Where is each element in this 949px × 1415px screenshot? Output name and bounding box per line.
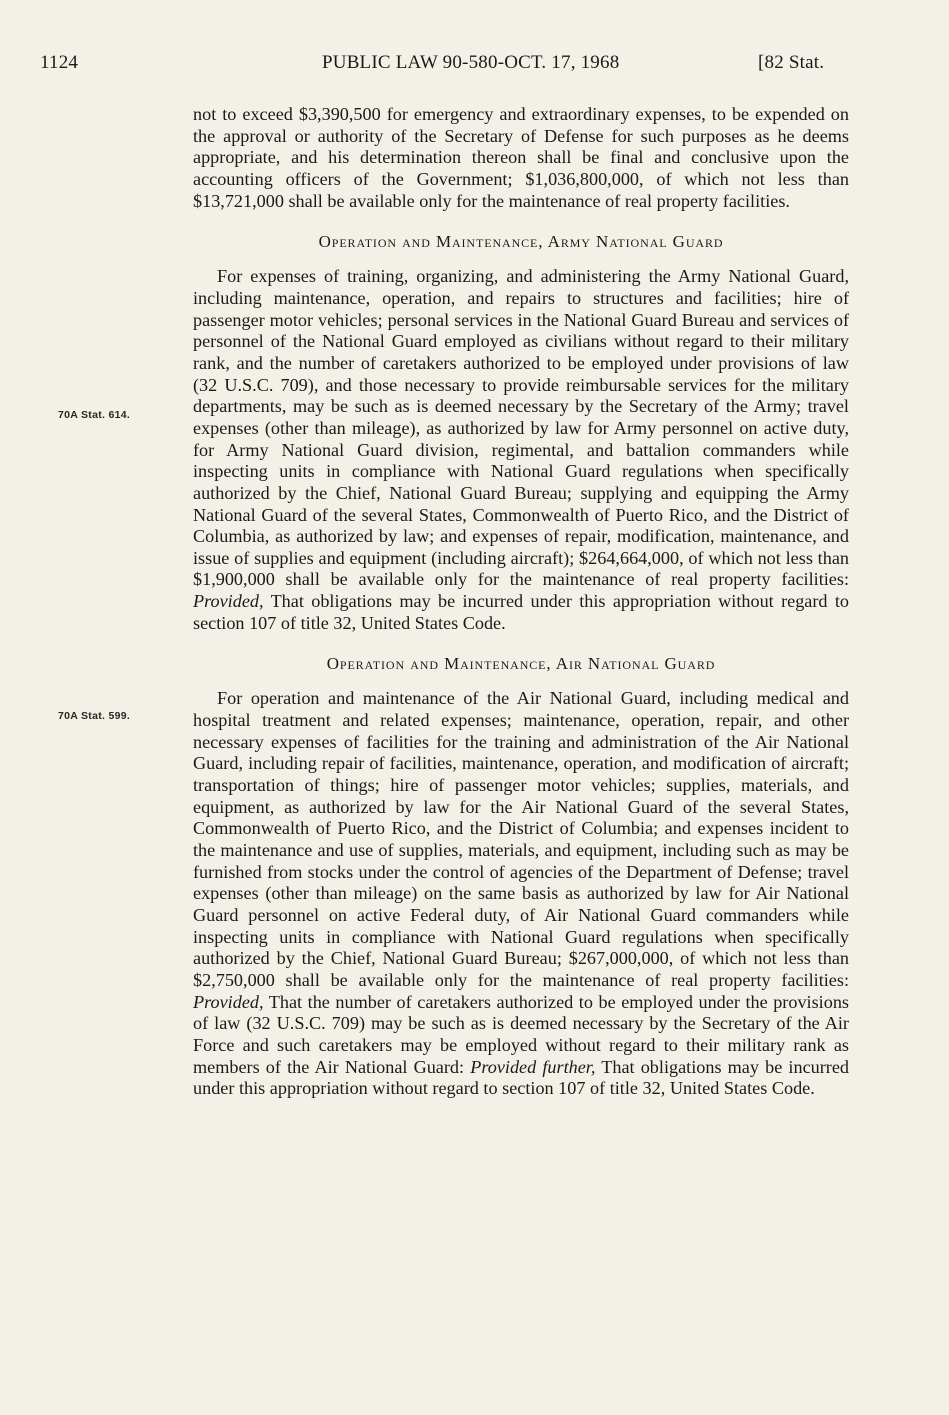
heading-text: Operation and Maintenance, Army National Guard — [318, 232, 724, 252]
statute-reference-text: [82 Stat. — [758, 52, 825, 73]
section-heading-army — [193, 233, 849, 252]
body-text — [193, 104, 849, 1100]
heading-text: Operation and Maintenance, Air National Guard — [326, 654, 716, 674]
paragraph-army-guard — [193, 266, 849, 634]
section-heading-air — [193, 655, 849, 674]
paragraph-air-guard — [193, 688, 849, 1099]
paragraph-text: That the number of caretakers authorized to be employed under the provisions of law (32 U.S.C. 709) may be such as is deemed necessary by the Secretary of the Air Force and such caretakers may be employed without regard to their military rank as members of the Air National Guard: — [193, 991, 850, 1077]
margin-note-1: 70A Stat. 614. — [58, 409, 131, 421]
paragraph-continued: not to exceed $3,390,500 for emergency and extraordinary expenses, to be expended on the approval or authority of the Secretary of Defense for such purposes as he deems appropriate, and his determination thereon shall be final and conclusive upon the accounting officers of the Government; $1,036,800,000, of which not less than $13,721,000 shall be available only for the maintenance of real property facilities. — [193, 104, 849, 211]
paragraph-text: For expenses of training, organizing, and administering the Army National Guard, including maintenance, operation, and repairs to structures and facilities; hire of passenger motor vehicles; personal services in the National Guard Bureau and services of personnel of the National Guard employed as civilians without regard to their military rank, and the number of caretakers authorized to be employed under provisions of law (32 U.S.C. 709), and those necessary to provide reimbursable services for the military departments, may be such as is deemed necessary by the Secretary of the Army; travel expenses (other than mileage), as authorized by law for Army personnel on active duty, for Army National Guard division, regimental, and battalion commanders while inspecting units in compliance with National Guard regulations when specifically authorized by the Chief, National Guard Bureau; supplying and equipping the Army National Guard of the several States, Commonwealth of Puerto Rico, and the District of Columbia, as authorized by law; and expenses of repair, modification, maintenance, and issue of supplies and equipment (including aircraft); $264,664,000, of which not less than $1,900,000 shall be available only for the maintenance of real property facilities: — [193, 266, 849, 590]
provided-further-term: Provided further, — [470, 1056, 596, 1077]
running-title: PUBLIC LAW 90-580-OCT. 17, 1968 — [322, 52, 620, 73]
provided-term: Provided, — [193, 591, 264, 612]
margin-note-2: 70A Stat. 599. — [58, 710, 131, 722]
paragraph-text: For operation and maintenance of the Air National Guard, including medical and hospital treatment and related expenses; maintenance, operation, repair, and other necessary expenses of facilities for the training and administration of the Air National Guard, including repair of facilities, maintenance, operation, and modification of aircraft; transportation of things; hire of passenger motor vehicles; supplies, materials, and equipment, as authorized by law for the Air National Guard of the several States, Commonwealth of Puerto Rico, and the District of Columbia; and expenses incident to the maintenance and use of supplies, materials, and equipment, including such as may be furnished from stocks under the control of agencies of the Department of Defense; travel expenses (other than mileage) on the same basis as authorized by law for Air National Guard personnel on active Federal duty, of Air National Guard commanders while inspecting units in compliance with National Guard regulations when specifically authorized by the Chief, National Guard Bureau; $267,000,000, of which not less than $2,750,000 shall be available only for the maintenance of real property facilities: — [193, 688, 849, 990]
page-number: 1124 — [40, 52, 79, 73]
paragraph-text: That obligations may be incurred under this appropriation without regard to section 107 of title 32, United States Code. — [193, 1056, 850, 1099]
provided-term: Provided, — [193, 991, 264, 1012]
statute-reference — [758, 52, 824, 74]
paragraph-text: That obligations may be incurred under this appropriation without regard to section 107 of title 32, United States Code. — [193, 591, 849, 633]
